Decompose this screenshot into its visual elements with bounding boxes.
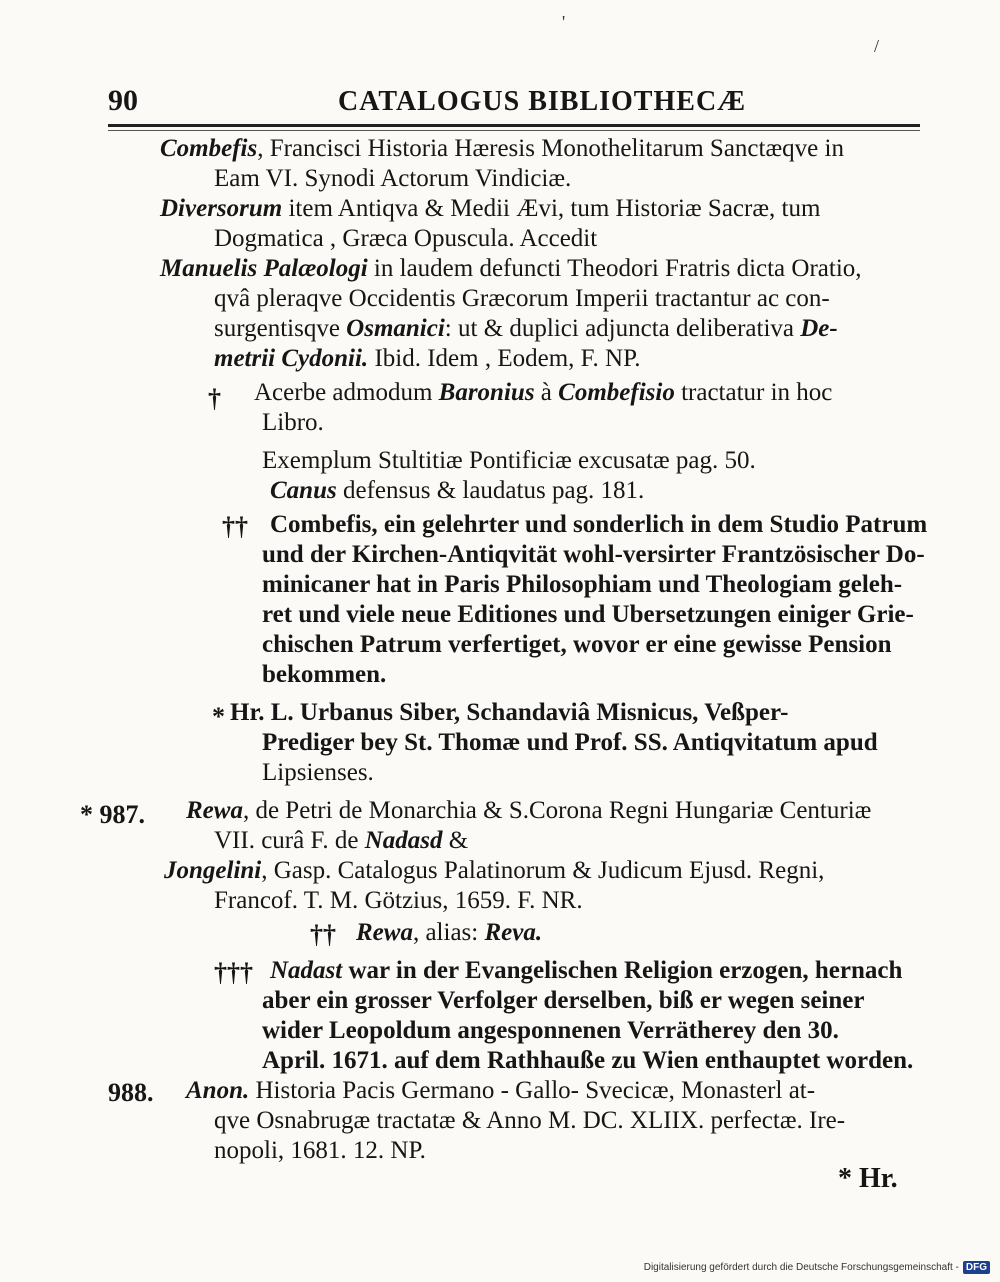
- text-line: [214, 826, 468, 856]
- note-text: aber ein grosser Verfolger derselben, biß er wegen seiner: [262, 987, 865, 1014]
- scan-tick-mark: ': [562, 12, 566, 32]
- text-line: [262, 758, 374, 788]
- credit-text: Digitalisierung gefördert durch die Deutsche Forschungsgemeinschaft -: [643, 1262, 959, 1273]
- double-dagger-mark: ††: [222, 512, 248, 541]
- author-name: Manuelis Palæologi: [160, 255, 368, 282]
- header-rule-thin: [108, 130, 920, 131]
- entry-text: qvâ pleraqve Occidentis Græcorum Imperii tractantur ac con-: [214, 285, 830, 312]
- text-line: [270, 956, 902, 986]
- text-line: [262, 600, 914, 630]
- header-rule: [108, 124, 920, 127]
- entry-text: Ibid. Idem , Eodem, F. NP.: [368, 345, 641, 372]
- text-line: [262, 570, 902, 600]
- entry-number-988: 988.: [108, 1078, 154, 1107]
- text-line: [214, 1106, 845, 1136]
- person-name: Hr. L. Urbanus Siber: [230, 699, 454, 726]
- text-line: [262, 660, 386, 690]
- text-line: [262, 1046, 913, 1076]
- text-line: [230, 698, 788, 728]
- page-number: 90: [108, 84, 138, 117]
- text-line: [270, 476, 644, 506]
- text-line: [262, 728, 878, 758]
- text-line: [262, 446, 756, 476]
- author-name: Jongelini: [164, 857, 262, 884]
- author-name: Rewa: [186, 797, 243, 824]
- dagger-mark: †: [208, 384, 221, 413]
- italic-term: Baronius: [438, 379, 535, 406]
- italic-term: metrii Cydonii.: [214, 345, 369, 372]
- double-dagger-mark-2: ††: [310, 920, 336, 949]
- italic-term: Osmanici: [346, 315, 445, 342]
- star-mark: *: [212, 702, 225, 731]
- entry-text: Historia Pacis Germano - Gallo- Svecicæ, Monasterl at-: [249, 1077, 816, 1104]
- note-text: Libro.: [262, 409, 324, 436]
- note-text: , alias:: [412, 919, 485, 946]
- entry-text: surgentisqve: [214, 315, 347, 342]
- text-line: [164, 856, 824, 886]
- entry-number-987: * 987.: [80, 800, 145, 829]
- note-text: Lipsienses.: [262, 759, 374, 786]
- entry-text: &: [442, 827, 469, 854]
- text-line: [262, 408, 324, 438]
- dfg-logo-icon: DFG: [963, 1261, 990, 1274]
- text-line: [214, 224, 597, 254]
- note-text: defensus & laudatus pag. 181.: [336, 477, 645, 504]
- text-line: [214, 344, 640, 374]
- entry-text: VII. curâ F. de: [214, 827, 365, 854]
- entry-text: qve Osnabrugæ tractatæ & Anno M. DC. XLIIX. perfectæ. Ire-: [214, 1107, 846, 1134]
- text-line: [270, 510, 927, 540]
- note-text: April. 1671. auf dem Rathhauße zu Wien enthauptet worden.: [262, 1047, 914, 1074]
- text-line: [160, 254, 862, 284]
- italic-term: Rewa: [356, 919, 413, 946]
- digitization-credit: [644, 1261, 990, 1274]
- note-text: minicaner hat in Paris Philosophiam und Theologiam geleh-: [262, 571, 903, 598]
- note-text: wider Leopoldum angesponnenen Verrätherey den 30.: [262, 1017, 839, 1044]
- text-line: [214, 314, 838, 344]
- note-text: und der Kirchen-Antiqvität wohl-versirter Frantzösischer Do-: [262, 541, 925, 568]
- note-text: tractatur in hoc: [674, 379, 833, 406]
- entry-text: item Antiqva & Medii Ævi, tum Historiæ Sacræ, tum: [282, 195, 821, 222]
- entry-text: nopoli, 1681. 12. NP.: [214, 1137, 426, 1164]
- text-line: [186, 1076, 815, 1106]
- italic-term: Canus: [270, 477, 337, 504]
- note-text: Prediger bey St. Thomæ und Prof. SS. Antiqvitatum apud: [262, 729, 878, 756]
- note-text: Exemplum Stultitiæ Pontificiæ excusatæ pag. 50.: [262, 447, 756, 474]
- text-line: [186, 796, 871, 826]
- italic-term: Nadast: [270, 957, 343, 984]
- catchword: * Hr.: [838, 1163, 898, 1194]
- text-line: [356, 918, 542, 948]
- text-line: [214, 1136, 426, 1166]
- italic-term: De-: [800, 315, 838, 342]
- italic-term: Reva.: [484, 919, 543, 946]
- text-line: [214, 284, 830, 314]
- page-header: [108, 84, 920, 124]
- note-text: war in der Evangelischen Religion erzogen, hernach: [342, 957, 903, 984]
- entry-text: Eam VI. Synodi Actorum Vindiciæ.: [214, 165, 572, 192]
- note-text: , Schandaviâ Misnicus, Veßper-: [453, 699, 789, 726]
- text-line: [262, 986, 864, 1016]
- triple-dagger-mark: †††: [214, 958, 253, 987]
- note-text: bekommen.: [262, 661, 387, 688]
- entry-text: : ut & duplici adjuncta deliberativa: [444, 315, 801, 342]
- author-name: Combefis: [160, 135, 258, 162]
- text-line: [262, 540, 925, 570]
- text-line: [214, 886, 583, 916]
- text-line: [160, 134, 844, 164]
- italic-term: Combefisio: [558, 379, 675, 406]
- author-name: Diversorum: [160, 195, 283, 222]
- text-line: [254, 378, 832, 408]
- note-text: Acerbe admodum: [254, 379, 439, 406]
- text-line: [160, 194, 820, 224]
- entry-text: Dogmatica , Græca Opuscula. Accedit: [214, 225, 598, 252]
- entry-text: in laudem defuncti Theodori Fratris dicta Oratio,: [367, 255, 862, 282]
- scan-tick-mark-right: /: [874, 36, 880, 56]
- entry-text: , Francisci Historia Hæresis Monothelitarum Sanctæqve in: [257, 135, 844, 162]
- author-name: Anon.: [186, 1077, 250, 1104]
- text-line: [214, 164, 571, 194]
- note-text: Combefis, ein gelehrter und sonderlich in dem Studio Patrum: [270, 511, 928, 538]
- entry-text: , de Petri de Monarchia & S.Corona Regni Hungariæ Centuriæ: [242, 797, 872, 824]
- note-text: à: [534, 379, 559, 406]
- note-text: chischen Patrum verfertiget, wovor er eine gewisse Pension: [262, 631, 892, 658]
- running-title: CATALOGUS BIBLIOTHECÆ: [338, 86, 747, 117]
- entry-text: Francof. T. M. Götzius, 1659. F. NR.: [214, 887, 583, 914]
- entry-text: , Gasp. Catalogus Palatinorum & Judicum Ejusd. Regni,: [261, 857, 825, 884]
- note-text: ret und viele neue Editiones und Ubersetzungen einiger Grie-: [262, 601, 914, 628]
- italic-term: Nadasd: [364, 827, 443, 854]
- text-line: [262, 1016, 839, 1046]
- text-line: [262, 630, 891, 660]
